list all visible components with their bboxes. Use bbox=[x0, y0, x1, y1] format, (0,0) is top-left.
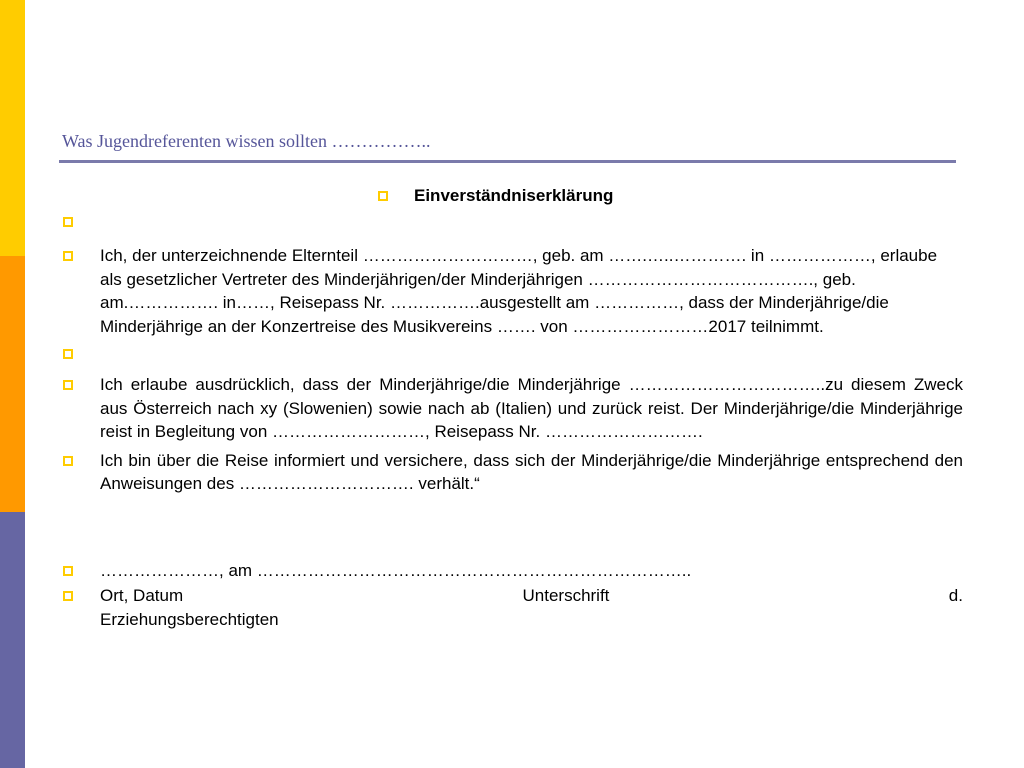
place-date-label: Ort, Datum bbox=[100, 586, 184, 605]
consent-heading: Einverständniserklärung bbox=[414, 186, 614, 205]
title-divider bbox=[59, 160, 956, 163]
instructions-text: Ich bin über die Reise informiert und versichere, dass sich der Minderjährige/die Minderjährige entsprechend den Anweisungen des …………………………. verhält.“ bbox=[100, 450, 963, 493]
guardian-label: Erziehungsberechtigten bbox=[100, 609, 279, 629]
heading-item bbox=[62, 184, 963, 210]
square-bullet-icon bbox=[63, 349, 73, 359]
signature-row bbox=[100, 584, 963, 608]
square-bullet-icon bbox=[63, 380, 73, 390]
signature-d-label: d. bbox=[948, 586, 963, 605]
place-date-line: …………………, am ………………………………………………………………….. bbox=[100, 560, 692, 580]
travel-permission-text: Ich erlaube ausdrücklich, dass der Minderjährige/die Minderjährige ……………………………..zu diesem Zweck aus Österreich nach xy (Slowenien) sowie nach ab (Italien) und zurück reist. Der Minderjährige/die Minderjährige reist in Begleitung von ………………………, Reisepass Nr. ………………………. bbox=[100, 375, 963, 441]
accent-bar-purple bbox=[0, 512, 25, 768]
slide-content bbox=[62, 184, 963, 631]
square-bullet-icon bbox=[378, 191, 388, 201]
empty-bullet-item bbox=[62, 342, 963, 368]
slide-title: Was Jugendreferenten wissen sollten …………….. bbox=[62, 131, 431, 151]
accent-bar-yellow bbox=[0, 0, 25, 256]
accent-bar-orange bbox=[0, 256, 25, 512]
instructions-paragraph bbox=[62, 449, 963, 496]
consent-paragraph-text: Ich, der unterzeichnende Elternteil …………………………, geb. am …….…..…………. in ………………, erlaube als gesetzlicher Vertreter des Minderjährigen/der Minderjährigen …………………………………., geb. am.……………. in……, Reisepass Nr. …………….ausgestellt am ……………, dass der Minderjährige/die Minderjährige an der Konzertreise des Musikvereins ……. von ……………………2017 teilnimmt. bbox=[100, 246, 938, 336]
left-accent-bar bbox=[0, 0, 25, 768]
consent-paragraph-parent bbox=[62, 244, 963, 338]
square-bullet-icon bbox=[63, 591, 73, 601]
square-bullet-icon bbox=[63, 251, 73, 261]
square-bullet-icon bbox=[63, 456, 73, 466]
square-bullet-icon bbox=[63, 217, 73, 227]
signature-label: Unterschrift bbox=[522, 586, 610, 605]
signature-item bbox=[62, 584, 963, 631]
travel-permission-paragraph bbox=[62, 373, 963, 444]
empty-bullet-item bbox=[62, 210, 963, 236]
square-bullet-icon bbox=[63, 566, 73, 576]
place-date-line-item bbox=[62, 559, 963, 583]
